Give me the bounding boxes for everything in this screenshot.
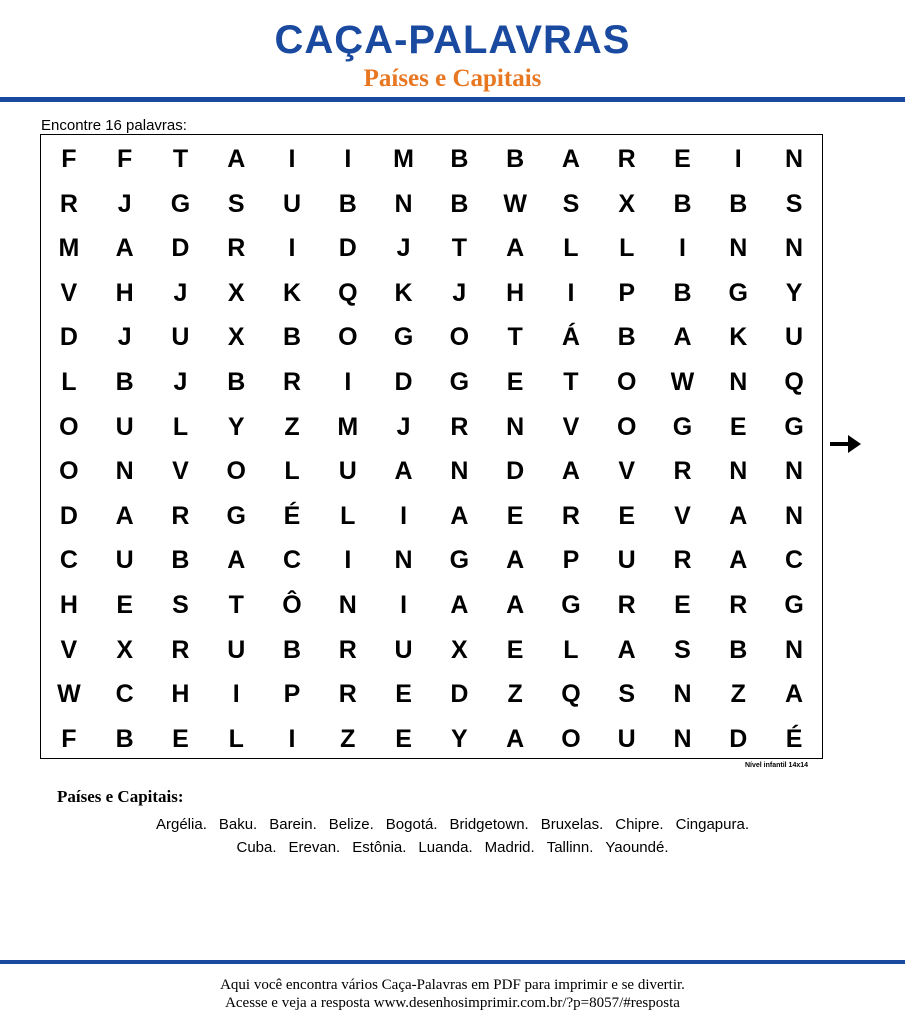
grid-row xyxy=(41,628,822,673)
grid-cell[interactable]: L xyxy=(172,412,189,441)
grid-cell[interactable]: T xyxy=(172,145,189,173)
grid-row xyxy=(41,583,822,628)
grid-row xyxy=(41,360,822,405)
grid-cell[interactable]: B xyxy=(115,368,134,396)
grid-cell[interactable]: R xyxy=(673,457,692,486)
page-subtitle: Países e Capitais xyxy=(363,65,542,92)
grid-cell[interactable]: I xyxy=(232,680,240,709)
grid-cell[interactable]: A xyxy=(673,323,692,352)
grid-cell[interactable]: C xyxy=(115,680,134,709)
grid-cell[interactable]: H xyxy=(506,278,525,307)
grid-cell[interactable]: B xyxy=(115,724,134,753)
word-list-item: Bogotá. xyxy=(385,816,438,833)
grid-cell[interactable]: É xyxy=(785,724,803,753)
grid-cell[interactable]: J xyxy=(396,234,411,263)
grid-cell[interactable]: U xyxy=(227,635,246,664)
grid-cell[interactable]: E xyxy=(116,591,134,619)
grid-cell[interactable]: T xyxy=(563,368,579,396)
word-list-item: Bridgetown. xyxy=(449,816,529,833)
grid-cell[interactable]: I xyxy=(734,145,742,173)
grid-row xyxy=(41,672,822,717)
grid-cell[interactable]: S xyxy=(172,591,189,619)
grid-cell[interactable]: E xyxy=(618,501,636,530)
grid-cell[interactable]: Ô xyxy=(282,591,302,619)
grid-cell[interactable]: D xyxy=(171,234,190,263)
grid-cell[interactable]: B xyxy=(171,546,190,575)
word-search-grid[interactable] xyxy=(40,134,823,759)
grid-cell[interactable]: G xyxy=(449,546,470,575)
grid-cell[interactable]: P xyxy=(618,278,636,307)
grid-cell[interactable]: U xyxy=(617,724,636,753)
grid-cell[interactable]: N xyxy=(785,635,804,664)
grid-cell[interactable]: H xyxy=(59,591,78,619)
grid-cell[interactable]: H xyxy=(171,680,190,709)
grid-cell[interactable]: I xyxy=(288,234,296,263)
word-list-item: Luanda. xyxy=(418,839,473,856)
page-title: CAÇA-PALAVRAS xyxy=(274,18,631,62)
grid-row xyxy=(41,137,822,182)
grid-cell[interactable]: O xyxy=(338,323,358,352)
grid-cell[interactable]: W xyxy=(503,189,527,218)
grid-cell[interactable]: R xyxy=(171,501,190,530)
grid-cell[interactable]: V xyxy=(60,278,78,307)
grid-cell[interactable]: J xyxy=(452,278,467,307)
grid-cell[interactable]: K xyxy=(394,278,413,307)
grid-cell[interactable]: T xyxy=(507,323,523,352)
word-list-item: Erevan. xyxy=(288,839,341,856)
grid-cell[interactable]: A xyxy=(227,546,246,575)
grid-cell[interactable]: N xyxy=(785,234,804,263)
grid-cell[interactable]: A xyxy=(506,546,525,575)
grid-cell[interactable]: N xyxy=(785,145,804,173)
grid-cell[interactable]: B xyxy=(673,278,692,307)
grid-cell[interactable]: Á xyxy=(561,323,580,352)
grid-cell[interactable]: D xyxy=(59,323,78,352)
grid-cell[interactable]: D xyxy=(729,724,748,753)
word-list-item: Yaoundé. xyxy=(605,839,669,856)
word-list-item: Belize. xyxy=(328,816,374,833)
grid-cell[interactable]: G xyxy=(393,323,414,352)
word-list-item: Argélia. xyxy=(156,816,207,833)
grid-cell[interactable]: G xyxy=(672,412,693,441)
footer-line-1: Aqui você encontra vários Caça-Palavras em PDF para imprimir e se divertir. xyxy=(220,977,685,993)
grid-cell[interactable]: B xyxy=(673,189,692,218)
grid-cell[interactable]: I xyxy=(288,724,296,753)
grid-cell[interactable]: E xyxy=(172,724,189,753)
grid-cell[interactable]: X xyxy=(116,635,134,664)
grid-cell[interactable]: X xyxy=(451,635,468,664)
word-list-item: Chipre. xyxy=(615,816,664,833)
grid-cell[interactable]: U xyxy=(394,635,413,664)
grid-cell[interactable]: O xyxy=(59,457,79,486)
grid-cell[interactable]: B xyxy=(450,189,469,218)
grid-cell[interactable]: R xyxy=(59,189,78,218)
grid-cell[interactable]: L xyxy=(340,501,356,530)
grid-cell[interactable]: B xyxy=(282,323,302,352)
grid-cell[interactable]: N xyxy=(673,724,692,753)
grid-cell[interactable]: R xyxy=(338,635,357,664)
grid-cell[interactable]: J xyxy=(117,189,132,218)
grid-cell[interactable]: S xyxy=(618,680,636,709)
grid-cell[interactable]: G xyxy=(561,591,581,619)
grid-cell[interactable]: U xyxy=(171,323,190,352)
grid-cell[interactable]: Z xyxy=(340,724,356,753)
grid-cell[interactable]: L xyxy=(61,368,77,396)
grid-cell[interactable]: A xyxy=(115,234,134,263)
grid-cell[interactable]: A xyxy=(227,145,246,173)
grid-cell[interactable]: Q xyxy=(338,278,358,307)
grid-cell[interactable]: V xyxy=(562,412,580,441)
grid-cell[interactable]: Y xyxy=(785,278,803,307)
grid-cell[interactable]: L xyxy=(563,635,579,664)
grid-cell[interactable]: A xyxy=(506,724,525,753)
word-list-item: Barein. xyxy=(269,816,317,833)
grid-cell[interactable]: O xyxy=(226,457,246,486)
grid-cell[interactable]: É xyxy=(283,501,301,530)
grid-cell[interactable]: W xyxy=(57,680,81,709)
grid-cell[interactable]: L xyxy=(619,234,635,263)
grid-cell[interactable]: N xyxy=(729,234,748,263)
word-list-item: Madrid. xyxy=(484,839,535,856)
grid-cell[interactable]: O xyxy=(561,724,581,753)
word-list-item: Tallinn. xyxy=(546,839,594,856)
grid-cell[interactable]: Q xyxy=(784,368,804,396)
grid-cell[interactable]: H xyxy=(115,278,134,307)
grid-cell[interactable]: N xyxy=(673,680,692,709)
level-label: Nível infantil 14x14 xyxy=(745,762,809,769)
grid-cell[interactable]: B xyxy=(617,323,636,352)
arrow-right-icon xyxy=(830,432,862,456)
grid-row xyxy=(41,538,822,583)
word-list-item: Baku. xyxy=(218,816,258,833)
grid-cell[interactable]: I xyxy=(400,591,408,619)
grid-cell[interactable]: M xyxy=(337,412,359,441)
grid-cell[interactable]: R xyxy=(450,412,469,441)
grid-row xyxy=(41,494,822,539)
grid-cell[interactable]: F xyxy=(61,145,77,173)
word-list-item: Estônia. xyxy=(352,839,407,856)
grid-cell[interactable]: E xyxy=(506,368,524,396)
grid-cell[interactable]: A xyxy=(729,546,748,575)
grid-cell[interactable]: B xyxy=(506,145,525,173)
grid-cell[interactable]: V xyxy=(618,457,636,486)
grid-cell[interactable]: E xyxy=(395,680,412,709)
grid-cell[interactable]: I xyxy=(344,368,352,396)
grid-cell[interactable]: D xyxy=(450,680,469,709)
grid-cell[interactable]: E xyxy=(729,412,747,441)
footer-line-2: Acesse e veja a resposta www.desenhosimprimir.com.br/?p=8057/#resposta xyxy=(225,995,680,1011)
grid-cell[interactable]: M xyxy=(58,234,80,263)
grid-cell[interactable]: J xyxy=(173,278,188,307)
word-list-item: Cingapura. xyxy=(675,816,749,833)
grid-cell[interactable]: G xyxy=(226,501,246,530)
grid-cell[interactable]: X xyxy=(227,278,245,307)
grid-row xyxy=(41,315,822,360)
grid-cell[interactable]: B xyxy=(227,368,246,396)
grid-cell[interactable]: N xyxy=(338,591,357,619)
grid-cell[interactable]: N xyxy=(506,412,525,441)
grid-row xyxy=(41,449,822,494)
grid-cell[interactable]: R xyxy=(673,546,692,575)
word-list-line-2 xyxy=(0,839,905,857)
grid-cell[interactable]: L xyxy=(563,234,579,263)
grid-cell[interactable]: U xyxy=(338,457,357,486)
grid-cell[interactable]: U xyxy=(282,189,302,218)
grid-cell[interactable]: U xyxy=(785,323,804,352)
grid-cell[interactable]: N xyxy=(729,457,748,486)
grid-cell[interactable]: P xyxy=(283,680,301,709)
grid-cell[interactable]: G xyxy=(784,591,804,619)
grid-cell[interactable]: A xyxy=(729,501,748,530)
grid-cell[interactable]: R xyxy=(729,591,748,619)
grid-cell[interactable]: N xyxy=(394,189,413,218)
word-list-line-1 xyxy=(0,816,905,834)
instruction-text: Encontre 16 palavras: xyxy=(41,117,187,134)
grid-cell[interactable]: G xyxy=(170,189,191,218)
grid-cell[interactable]: Z xyxy=(507,680,523,709)
grid-cell[interactable]: K xyxy=(282,278,302,307)
grid-cell[interactable]: N xyxy=(729,368,748,396)
grid-cell[interactable]: E xyxy=(674,145,691,173)
grid-cell[interactable]: X xyxy=(227,323,245,352)
grid-cell[interactable]: B xyxy=(282,635,302,664)
bottom-divider xyxy=(0,960,905,964)
grid-cell[interactable]: I xyxy=(344,145,352,173)
grid-cell[interactable]: R xyxy=(561,501,580,530)
grid-cell[interactable]: U xyxy=(617,546,636,575)
grid-cell[interactable]: N xyxy=(115,457,134,486)
grid-cell[interactable]: O xyxy=(59,412,79,441)
grid-cell[interactable]: U xyxy=(115,412,134,441)
grid-cell[interactable]: A xyxy=(450,591,469,619)
grid-row xyxy=(41,717,822,762)
grid-cell[interactable]: N xyxy=(450,457,469,486)
grid-cell[interactable]: S xyxy=(562,189,580,218)
grid-cell[interactable]: O xyxy=(616,412,637,441)
grid-cell[interactable]: O xyxy=(449,323,470,352)
grid-cell[interactable]: C xyxy=(59,546,78,575)
grid-cell[interactable]: B xyxy=(729,635,748,664)
grid-cell[interactable]: C xyxy=(785,546,804,575)
grid-cell[interactable]: F xyxy=(61,724,77,753)
grid-cell[interactable]: R xyxy=(338,680,357,709)
grid-cell[interactable]: S xyxy=(785,189,803,218)
grid-cell[interactable]: V xyxy=(172,457,189,486)
grid-cell[interactable]: B xyxy=(729,189,748,218)
grid-cell[interactable]: N xyxy=(394,546,413,575)
grid-row xyxy=(41,271,822,316)
grid-cell[interactable]: R xyxy=(282,368,302,396)
grid-cell[interactable]: D xyxy=(59,501,78,530)
grid-cell[interactable]: U xyxy=(115,546,134,575)
grid-cell[interactable]: W xyxy=(670,368,695,396)
grid-cell[interactable]: A xyxy=(115,501,134,530)
grid-cell[interactable]: T xyxy=(451,234,467,263)
grid-cell[interactable]: X xyxy=(618,189,636,218)
grid-cell[interactable]: C xyxy=(282,546,302,575)
grid-cell[interactable]: G xyxy=(784,412,804,441)
grid-cell[interactable]: E xyxy=(395,724,412,753)
grid-cell[interactable]: I xyxy=(679,234,686,263)
grid-cell[interactable]: D xyxy=(506,457,525,486)
grid-cell[interactable]: R xyxy=(617,591,636,619)
word-list-item: Cuba. xyxy=(236,839,277,856)
grid-cell[interactable]: L xyxy=(228,724,244,753)
grid-cell[interactable]: A xyxy=(506,234,525,263)
grid-cell[interactable]: E xyxy=(506,635,524,664)
grid-cell[interactable]: M xyxy=(393,145,414,173)
grid-cell[interactable]: A xyxy=(506,591,525,619)
grid-cell[interactable]: A xyxy=(561,457,580,486)
grid-cell[interactable]: A xyxy=(561,145,580,173)
grid-cell[interactable]: Y xyxy=(227,412,245,441)
grid-cell[interactable]: S xyxy=(674,635,691,664)
grid-cell[interactable]: B xyxy=(450,145,469,173)
grid-cell[interactable]: N xyxy=(785,457,804,486)
grid-cell[interactable]: J xyxy=(173,368,188,396)
grid-cell[interactable]: Z xyxy=(284,412,300,441)
grid-cell[interactable]: P xyxy=(562,546,580,575)
grid-cell[interactable]: V xyxy=(674,501,691,530)
grid-cell[interactable]: A xyxy=(785,680,804,709)
grid-cell[interactable]: Q xyxy=(561,680,581,709)
grid-cell[interactable]: A xyxy=(617,635,636,664)
top-divider xyxy=(0,97,905,102)
grid-cell[interactable]: I xyxy=(344,546,352,575)
grid-cell[interactable]: G xyxy=(449,368,470,396)
grid-cell[interactable]: J xyxy=(396,412,411,441)
word-list-item: Bruxelas. xyxy=(540,816,604,833)
grid-row xyxy=(41,405,822,450)
grid-row xyxy=(41,182,822,227)
grid-cell[interactable]: Z xyxy=(730,680,746,709)
grid-cell[interactable]: I xyxy=(288,145,296,173)
word-list-title: Países e Capitais: xyxy=(57,787,184,806)
grid-cell[interactable]: I xyxy=(567,278,575,307)
grid-cell[interactable]: A xyxy=(450,501,469,530)
grid-cell[interactable]: V xyxy=(60,635,78,664)
grid-cell[interactable]: R xyxy=(617,145,636,173)
grid-cell[interactable]: J xyxy=(117,323,132,352)
grid-cell[interactable]: I xyxy=(400,501,408,530)
grid-cell[interactable]: R xyxy=(171,635,190,664)
grid-cell[interactable]: N xyxy=(785,501,804,530)
grid-cell[interactable]: K xyxy=(729,323,748,352)
grid-cell[interactable]: L xyxy=(284,457,300,486)
grid-row xyxy=(41,226,822,271)
grid-cell[interactable]: D xyxy=(394,368,413,396)
grid-cell[interactable]: R xyxy=(227,234,246,263)
grid-cell[interactable]: E xyxy=(506,501,524,530)
grid-cell[interactable]: S xyxy=(227,189,245,218)
grid-cell[interactable]: G xyxy=(728,278,748,307)
grid-cell[interactable]: Y xyxy=(451,724,468,753)
grid-cell[interactable]: O xyxy=(616,368,637,396)
grid-cell[interactable]: B xyxy=(338,189,357,218)
grid-cell[interactable]: A xyxy=(394,457,413,486)
grid-cell[interactable]: E xyxy=(674,591,691,619)
grid-cell[interactable]: T xyxy=(228,591,244,619)
grid-cell[interactable]: F xyxy=(117,145,133,173)
grid-cell[interactable]: D xyxy=(338,234,357,263)
